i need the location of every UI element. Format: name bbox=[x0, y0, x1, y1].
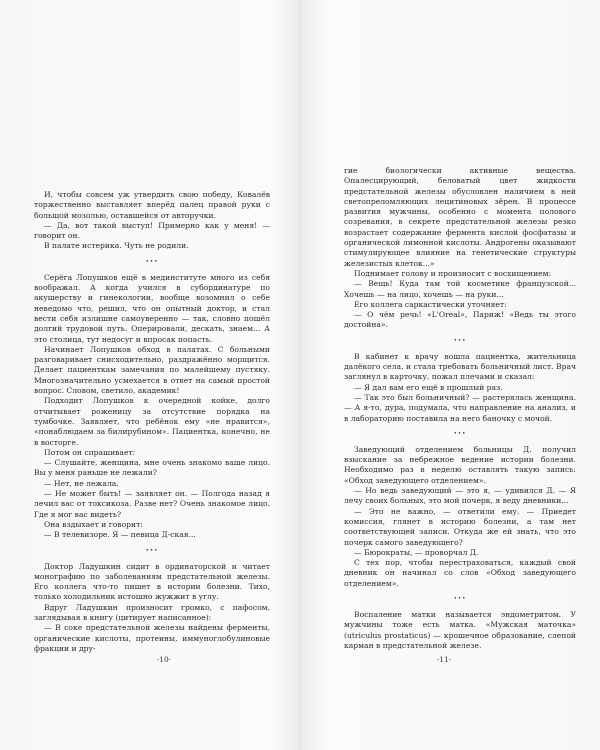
paragraph: — Я дал вам его ещё в прошлый раз. bbox=[354, 382, 503, 392]
left-text-column bbox=[34, 190, 270, 654]
paragraph: — Не может быть! — заявляет он. — Полгода назад я лечил вас от токсикоза. Разве нет? Очень знакомое лицо. Где я мог вас видеть? bbox=[34, 489, 270, 519]
paragraph: — Бюрократы, — проворчал Д. bbox=[354, 547, 479, 557]
paragraph: — Вещь! Куда там той косметике французской... Хочешь — на лицо, хочешь — на руки... bbox=[344, 279, 576, 299]
paragraph: — Но ведь заведующий — это я, — удивился Д. — Я лечу своих больных, это мой почерк, я веду дневники... bbox=[344, 486, 576, 506]
paragraph: Потом он спрашивает: bbox=[44, 447, 136, 457]
paragraph: В палате истерика. Чуть не родили. bbox=[44, 241, 189, 251]
paragraph: Поднимает голову и произносит с восхищением: bbox=[354, 268, 552, 278]
paragraph: Доктор Ладушкин сидит в ординаторской и читает монографию по заболеваниям предстательной железы. Его коллега что-то пишет в истории болезни. Тихо, только холодильник истошно жужжит в углу. bbox=[34, 561, 270, 602]
paragraph: Вдруг Ладушкин произносит громко, с пафосом, заглядывая в книгу (цитирует написанное): bbox=[34, 602, 270, 622]
paragraph: С тех пор, чтобы перестраховаться, каждый свой дневник он начинал со слов «Обход заведующего отделением». bbox=[344, 558, 576, 588]
paragraph: — В телевизоре. Я — певица Д-ская... bbox=[44, 530, 196, 540]
paragraph: — В соке предстательной железы найдены ферменты, органические кислоты, протеины, иммуноглобулиновые фракции и дру- bbox=[34, 623, 270, 653]
paragraph: Заведующий отделением больницы Д. получил взыскание за небрежное ведение истории болезни. Необходимо раз в неделю оставлять такую запись: «Обход заведующего отделением». bbox=[344, 444, 576, 485]
right-text-column bbox=[344, 166, 576, 651]
paragraph: В кабинет к врачу вошла пациентка, жительница далёкого села, и стала требовать больничный лист. Врач заглянул в карточку, пожал плечами и сказал: bbox=[344, 351, 576, 382]
section-separator: ••• bbox=[145, 547, 159, 554]
paragraph: — О чём речь! «L'Oreal», Париж! «Ведь ты этого достойна». bbox=[344, 310, 576, 330]
paragraph: — Нет, не лежала. bbox=[44, 478, 119, 488]
paragraph: Начинает Лопушков обход в палатах. С больными разговаривает снисходительно, раздражённо морщится. Делает пациенткам замечания по малейшему пустяку. Многозначительно усмехается в ответ на самый простой вопрос. Словом, светило, академик! bbox=[34, 344, 270, 396]
paragraph: Воспаление матки называется эндометритом. У мужчины тоже есть матка. «Мужская маточка» (utriculus prostaticus) — крошечное образование, слепой карман в предстательной железе. bbox=[344, 609, 576, 650]
paragraph: — Так это был больничный? — растерялась женщина. — А я-то, дура, подумала, что направление на анализ, и в лабораторию поставила на него баночку с мочой. bbox=[344, 392, 576, 423]
paragraph: Подходит Лопушков к очередной койке, долго отчитывает роженицу за отсутствие порядка на тумбочке. Заявляет, что ребёнок ему «не нравится», «понаблюдаем за билирубином». Пациентка, конечно, не в восторге. bbox=[34, 396, 270, 447]
page-number: ·11· bbox=[436, 655, 452, 664]
section-separator: ••• bbox=[453, 595, 467, 602]
paragraph: И, чтобы совсем уж утвердить свою победу, Ковалёв торжественно выставляет вперёд палец правой руки с большой мозолью, оставшейся от авторучки. bbox=[34, 190, 270, 220]
right-page bbox=[300, 0, 600, 750]
paragraph: Его коллега саркастически уточняет: bbox=[354, 299, 507, 309]
paragraph: Она вздыхает и говорит: bbox=[44, 519, 143, 529]
paragraph: гие биологически активные вещества. Опалесцирующий, беловатый цвет жидкости предстательной железы обусловлен наличием в ней светопреломляющих лецитиновых зёрен. В процессе развития мужчины, особенно с момента полового созревания, в секрете предстательной железы резко возрастает содержание фермента кислой фосфатазы и органической лимонной кислоты. Андрогены оказывают стимулирующее влияние на генетические структуры железистых клеток...» bbox=[344, 166, 576, 268]
page-number: ·10· bbox=[156, 655, 172, 664]
paragraph: — Да, вот такой выступ! Примерно как у меня! — говорит он. bbox=[34, 220, 270, 241]
paragraph: — Слушайте, женщина, мне очень знакомо ваше лицо. Вы у меня раньше не лежали? bbox=[34, 458, 270, 478]
section-separator: ••• bbox=[145, 258, 159, 265]
paragraph: Серёга Лопушков ещё в мединституте много из себя воображал. А когда учился в субординатуре по акушерству и гинекологии, вообще возомнил о себе неведомо что, решил, что он опытный доктор, и стал вести себя излишне самоуверенно — так, словно пошёл долгий трудовой путь. Оперировали, дескать, знаем... А это столица, тут недосуг и впросак попасть. bbox=[34, 272, 270, 344]
paragraph: — Это не важно, — ответили ему. — Приедет комиссия, глянет в историю болезни, а там нет соответствующей записи. Откуда же ей знать, что это почерк самого заведующего? bbox=[344, 506, 576, 547]
section-separator: ••• bbox=[453, 337, 467, 344]
section-separator: ••• bbox=[453, 430, 467, 437]
